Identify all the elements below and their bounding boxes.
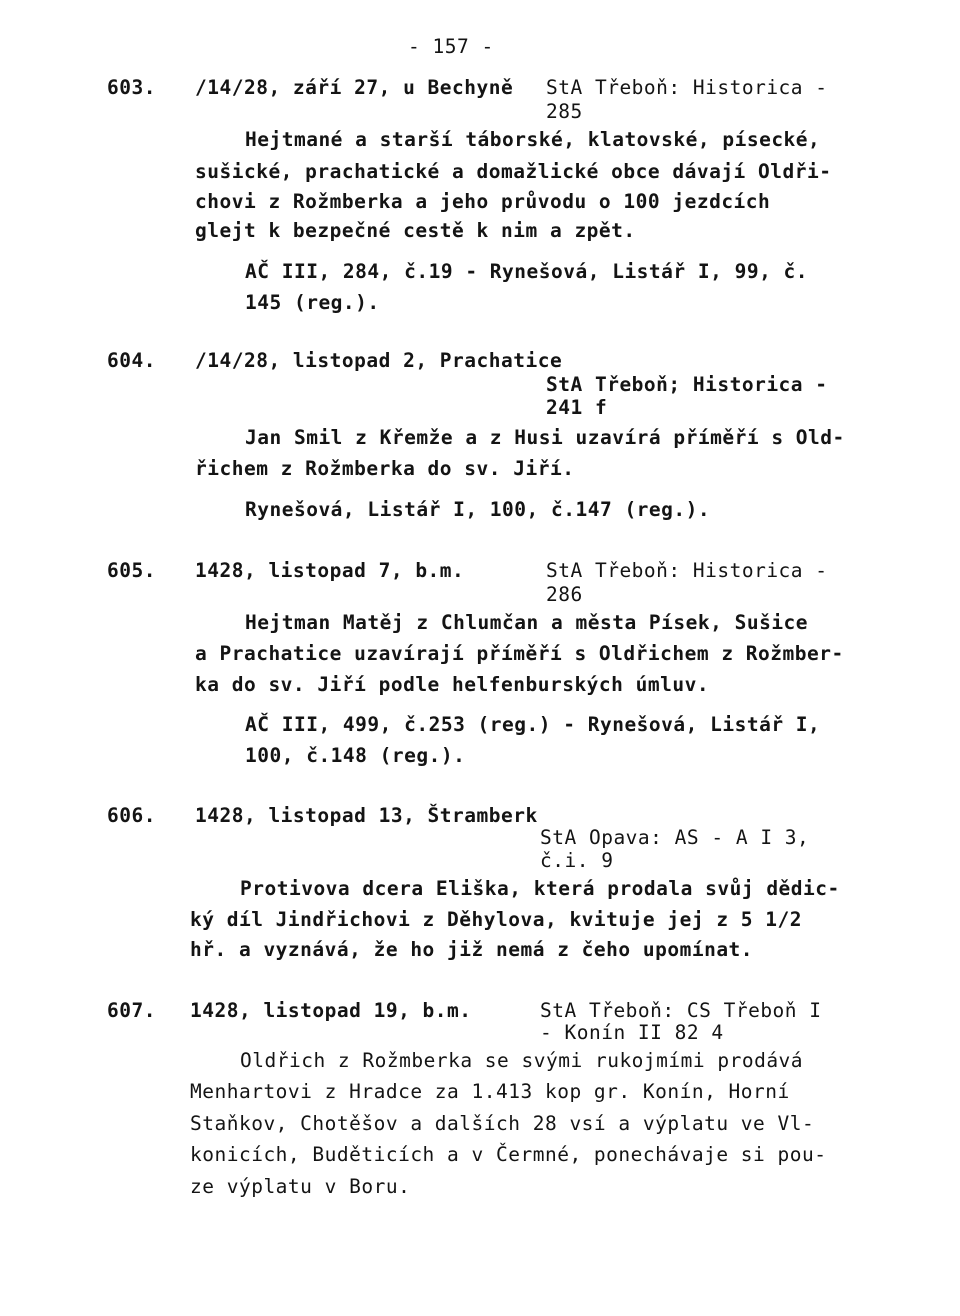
entry-number: 603. bbox=[107, 76, 156, 99]
entry-reference-line: Rynešová, Listář I, 100, č.147 (reg.). bbox=[245, 498, 711, 521]
entry-reference-line: AČ III, 284, č.19 - Rynešová, Listář I, 99, č. bbox=[245, 260, 809, 283]
entry-number: 605. bbox=[107, 559, 156, 582]
entry-source-line: StA Třeboň: CS Třeboň I bbox=[540, 999, 822, 1022]
entry-number: 606. bbox=[107, 804, 156, 827]
entry-text-line: ze výplatu v Boru. bbox=[190, 1175, 411, 1198]
entry-text-line: Protivova dcera Eliška, která prodala svůj dědic- bbox=[240, 877, 840, 900]
entry-text-line: Menhartovi z Hradce za 1.413 kop gr. Konín, Horní bbox=[190, 1080, 790, 1103]
entry-text-line: ký díl Jindřichovi z Děhylova, kvituje jej z 5 1/2 bbox=[190, 908, 802, 931]
entry-date: /14/28, září 27, u Bechyně bbox=[195, 76, 514, 99]
entry-source-line: - Konín II 82 4 bbox=[540, 1021, 724, 1044]
entry-reference-line: 100, č.148 (reg.). bbox=[245, 744, 466, 767]
page-number: - 157 - bbox=[408, 35, 494, 58]
entry-text-line: ka do sv. Jiří podle helfenburských úmluv. bbox=[195, 673, 710, 696]
entry-source-line: 285 bbox=[546, 100, 583, 123]
entry-text-line: Hejtmané a starší táborské, klatovské, písecké, bbox=[245, 128, 821, 151]
entry-source-line: StA Opava: AS - A I 3, bbox=[540, 826, 810, 849]
entry-source-line: StA Třeboň: Historica - bbox=[546, 559, 828, 582]
entry-text-line: řichem z Rožmberka do sv. Jiří. bbox=[195, 457, 575, 480]
entry-text-line: a Prachatice uzavírají příměří s Oldřichem z Rožmber- bbox=[195, 642, 844, 665]
entry-reference-line: 145 (reg.). bbox=[245, 291, 380, 314]
entry-text-line: Jan Smil z Křemže a z Husi uzavírá příměří s Old- bbox=[245, 426, 845, 449]
entry-date: /14/28, listopad 2, Prachatice bbox=[195, 349, 563, 372]
entry-text-line: chovi z Rožmberka a jeho průvodu o 100 jezdcích bbox=[195, 190, 771, 213]
entry-date: 1428, listopad 19, b.m. bbox=[190, 999, 472, 1022]
entry-text-line: Staňkov, Chotěšov a dalších 28 vsí a výplatu ve Vl- bbox=[190, 1112, 815, 1135]
entry-text-line: sušické, prachatické a domažlické obce dávají Oldři- bbox=[195, 160, 832, 183]
entry-text-line: Oldřich z Rožmberka se svými rukojmími prodává bbox=[240, 1049, 804, 1072]
entry-text-line: glejt k bezpečné cestě k nim a zpět. bbox=[195, 219, 636, 242]
entry-text-line: konicích, Buděticích a v Čermné, ponechávaje si pou- bbox=[190, 1143, 827, 1166]
entry-number: 607. bbox=[107, 999, 156, 1022]
entry-source-line: StA Třeboň; Historica - bbox=[546, 373, 828, 396]
entry-source-line: 241 f bbox=[546, 396, 608, 419]
entry-source-line: č.i. 9 bbox=[540, 849, 614, 872]
entry-reference-line: AČ III, 499, č.253 (reg.) - Rynešová, Listář I, bbox=[245, 713, 821, 736]
entry-source-line: StA Třeboň: Historica - bbox=[546, 76, 828, 99]
entry-text-line: Hejtman Matěj z Chlumčan a města Písek, Sušice bbox=[245, 611, 809, 634]
entry-date: 1428, listopad 7, b.m. bbox=[195, 559, 465, 582]
entry-source-line: 286 bbox=[546, 583, 583, 606]
entry-number: 604. bbox=[107, 349, 156, 372]
entry-date: 1428, listopad 13, Štramberk bbox=[195, 804, 538, 827]
entry-text-line: hř. a vyznává, že ho již nemá z čeho upomínat. bbox=[190, 938, 754, 961]
